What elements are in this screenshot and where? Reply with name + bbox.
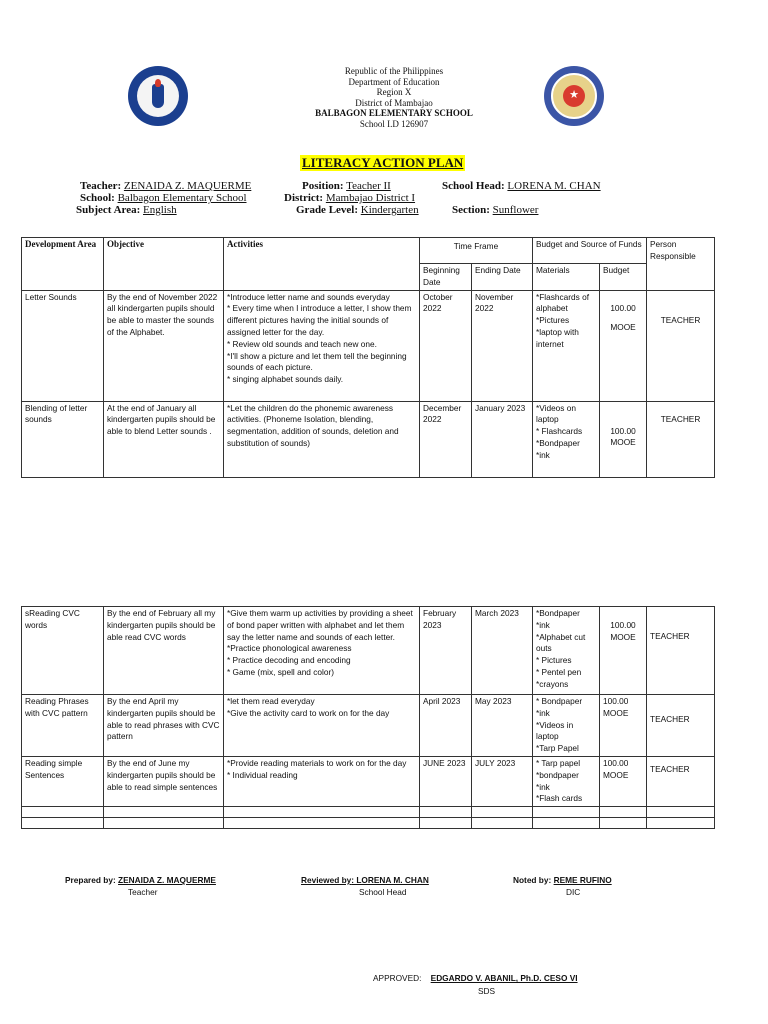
approved-name: EDGARDO V. ABANIL, Ph.D. CESO VI bbox=[430, 973, 578, 983]
cell-area: Blending of letter sounds bbox=[22, 401, 104, 477]
section-label: Section: bbox=[452, 204, 490, 216]
cell-begin: April 2023 bbox=[420, 695, 472, 757]
cell-end: January 2023 bbox=[472, 401, 533, 477]
approved-role: SDS bbox=[478, 986, 496, 996]
cell-person: TEACHER bbox=[647, 695, 715, 757]
letterhead-line: District of Mambajao bbox=[355, 97, 433, 108]
cell-person: TEACHER bbox=[647, 401, 715, 477]
section-field bbox=[452, 204, 538, 216]
grade-field bbox=[296, 204, 419, 216]
prepared-role: Teacher bbox=[128, 887, 158, 897]
cell-activities bbox=[224, 290, 420, 401]
cell-end: May 2023 bbox=[472, 695, 533, 757]
letterhead-line: Republic of the Philippines bbox=[344, 66, 444, 76]
cell-end: JULY 2023 bbox=[472, 756, 533, 806]
action-plan-table-continued bbox=[21, 606, 715, 829]
header-ending-date: Ending Date bbox=[472, 264, 533, 291]
budget-amount: 100.00 bbox=[610, 302, 636, 313]
position-field bbox=[302, 180, 391, 192]
cell-objective: By the end of February all my kindergarten pupils should be able read CVC words bbox=[104, 607, 224, 695]
material-line: *ink bbox=[536, 781, 550, 792]
material-line: *Videos on laptop bbox=[536, 402, 576, 425]
cell-objective: At the end of January all kindergarten pupils should be able to blend Letter sounds . bbox=[104, 401, 224, 477]
cell-activities bbox=[224, 695, 420, 757]
header-materials: Materials bbox=[533, 264, 600, 291]
letterhead-line: BALBAGON ELEMENTARY SCHOOL bbox=[315, 108, 473, 118]
position-label: Position: bbox=[302, 180, 344, 192]
budget-amount: 100.00 bbox=[603, 696, 629, 706]
cell-materials bbox=[533, 401, 600, 477]
cell-area: sReading CVC words bbox=[22, 607, 104, 695]
school-head-label: School Head: bbox=[442, 180, 505, 192]
reviewed-name: : LORENA M. CHAN bbox=[351, 875, 429, 885]
budget-amount: 100.00 bbox=[610, 425, 636, 436]
header-person-responsible: Person Responsible bbox=[647, 238, 715, 291]
table-row bbox=[22, 290, 715, 401]
noted-name: REME RUFINO bbox=[553, 875, 612, 885]
cell-budget bbox=[600, 290, 647, 401]
activity-line: *Let the children do the phonemic awareness activities. (Phoneme Isolation, blending, segmentation, addition of sounds, deletion and substitution of sounds) bbox=[227, 402, 399, 448]
material-line: *crayons bbox=[536, 678, 569, 689]
material-line: *Flashcards of alphabet bbox=[536, 291, 590, 314]
table-row bbox=[22, 695, 715, 757]
activity-line: *Give them warm up activities by providing a sheet of bond paper written with alphabet and let them say the letter name and sounds of each letter. bbox=[227, 608, 413, 642]
material-line: *Videos in laptop bbox=[536, 719, 574, 742]
activity-line: * Individual reading bbox=[227, 769, 298, 780]
cell-activities bbox=[224, 756, 420, 806]
material-line: *Pictures bbox=[536, 315, 570, 326]
budget-amount: 100.00 bbox=[610, 620, 636, 630]
activity-line: *I'll show a picture and let them tell the beginning sounds of each picture. bbox=[227, 350, 407, 373]
activity-line: *Give the activity card to work on for the day bbox=[227, 707, 390, 718]
letterhead bbox=[0, 66, 768, 129]
noted-role: DIC bbox=[566, 887, 581, 897]
document-title: LITERACY ACTION PLAN bbox=[302, 155, 464, 170]
reviewed-by bbox=[301, 875, 429, 885]
header-activities: Activities bbox=[224, 238, 420, 291]
activity-line: *let them read everyday bbox=[227, 696, 315, 706]
teacher-label: Teacher bbox=[80, 180, 118, 192]
cell-area: Letter Sounds bbox=[22, 290, 104, 401]
budget-source: MOOE bbox=[610, 437, 636, 448]
material-line: *Alphabet cut outs bbox=[536, 631, 586, 654]
activity-line: *Introduce letter name and sounds everyday bbox=[227, 291, 390, 302]
approved-label: APPROVED: bbox=[373, 973, 422, 983]
cell-person: TEACHER bbox=[647, 607, 715, 695]
material-line: * Bondpaper bbox=[536, 696, 583, 706]
letterhead-line: Region X bbox=[376, 87, 412, 97]
table-row bbox=[22, 756, 715, 806]
table-row-empty bbox=[22, 807, 715, 818]
activity-line: *Practice phonological awareness bbox=[227, 643, 352, 654]
approved-by bbox=[373, 973, 578, 983]
budget-source: MOOE bbox=[610, 322, 636, 333]
cell-objective: By the end of June my kindergarten pupils should be able to read simple sentences bbox=[104, 756, 224, 806]
school-head-value: LORENA M. CHAN bbox=[507, 180, 601, 192]
cell-materials bbox=[533, 290, 600, 401]
cell-end: March 2023 bbox=[472, 607, 533, 695]
material-line: *Flash cards bbox=[536, 793, 583, 804]
header-objective: Objective bbox=[104, 238, 224, 291]
material-line: *ink bbox=[536, 707, 550, 718]
material-line: *Bondpaper bbox=[536, 437, 580, 448]
cell-materials bbox=[533, 695, 600, 757]
cell-budget bbox=[600, 695, 647, 757]
noted-label: Noted by: bbox=[513, 875, 552, 885]
table-row bbox=[22, 401, 715, 477]
cell-person: TEACHER bbox=[647, 290, 715, 401]
prepared-label: Prepared by: bbox=[65, 875, 116, 885]
school-seal-icon: ★ bbox=[544, 66, 604, 126]
cell-objective: By the end April my kindergarten pupils should be able to read phrases with CVC pattern bbox=[104, 695, 224, 757]
header-development-area: Development Area bbox=[22, 238, 104, 291]
cell-budget bbox=[600, 756, 647, 806]
school-label: School: bbox=[80, 192, 115, 204]
cell-materials bbox=[533, 607, 600, 695]
activity-line: * Review old sounds and teach new one. bbox=[227, 338, 377, 349]
action-plan-table bbox=[21, 237, 715, 478]
cell-materials bbox=[533, 756, 600, 806]
position-value: Teacher II bbox=[346, 180, 391, 192]
cell-activities bbox=[224, 607, 420, 695]
activity-line: * Every time when I introduce a letter, I show them different pictures having the initial sounds of assigned letter for the day. bbox=[227, 303, 412, 337]
grade-label: Grade Level: bbox=[296, 204, 359, 216]
material-line: *Bondpaper bbox=[536, 608, 580, 618]
activity-line: * singing alphabet sounds daily. bbox=[227, 374, 344, 385]
school-field bbox=[80, 192, 247, 204]
cell-objective: By the end of November 2022 all kindergarten pupils should be able to master the sounds of the Alphabet. bbox=[104, 290, 224, 401]
reviewed-role: School Head bbox=[359, 887, 407, 897]
table-row-empty bbox=[22, 818, 715, 829]
letterhead-line: Department of Education bbox=[348, 76, 440, 87]
cell-begin: JUNE 2023 bbox=[420, 756, 472, 806]
budget-source: MOOE bbox=[603, 769, 629, 780]
header-beginning-date: Beginning Date bbox=[420, 264, 472, 291]
subject-field bbox=[76, 204, 177, 216]
activity-line: * Practice decoding and encoding bbox=[227, 655, 351, 666]
cell-person: TEACHER bbox=[647, 756, 715, 806]
cell-begin: February 2023 bbox=[420, 607, 472, 695]
prepared-name: ZENAIDA Z. MAQUERME bbox=[118, 875, 216, 885]
section-value: Sunflower bbox=[492, 204, 539, 216]
prepared-by bbox=[65, 875, 216, 885]
material-line: *ink bbox=[536, 619, 550, 630]
reviewed-label: Reviewed by bbox=[301, 875, 352, 885]
letterhead-line: School I.D 126907 bbox=[359, 118, 429, 129]
activity-line: *Provide reading materials to work on for the day bbox=[227, 757, 407, 768]
teacher-field: Teacher: ZENAIDA Z. MAQUERME bbox=[80, 180, 252, 192]
cell-begin: October 2022 bbox=[420, 290, 472, 401]
material-line: *ink bbox=[536, 449, 550, 460]
budget-source: MOOE bbox=[610, 631, 636, 642]
material-line: * Pentel pen bbox=[536, 666, 582, 677]
header-budget-source: Budget and Source of Funds bbox=[533, 238, 647, 264]
material-line: * Flashcards bbox=[536, 426, 583, 437]
school-head-field bbox=[442, 180, 601, 192]
budget-source: MOOE bbox=[603, 707, 629, 718]
noted-by bbox=[513, 875, 612, 885]
school-value: Balbagon Elementary School bbox=[117, 192, 247, 204]
header-time-frame: Time Frame bbox=[420, 238, 533, 264]
cell-end: November 2022 bbox=[472, 290, 533, 401]
district-value: Mambajao District I bbox=[325, 192, 416, 204]
activity-line: * Game (mix, spell and color) bbox=[227, 666, 334, 677]
subject-value: English bbox=[143, 204, 177, 216]
material-line: *bondpaper bbox=[536, 769, 579, 780]
cell-area: Reading Phrases with CVC pattern bbox=[22, 695, 104, 757]
cell-budget bbox=[600, 607, 647, 695]
district-label: District: bbox=[284, 192, 324, 204]
material-line: *Tarp Papel bbox=[536, 743, 579, 754]
cell-begin: December 2022 bbox=[420, 401, 472, 477]
table-row bbox=[22, 607, 715, 695]
material-line: * Tarp papel bbox=[536, 757, 581, 768]
grade-value: Kindergarten bbox=[360, 204, 419, 216]
cell-activities bbox=[224, 401, 420, 477]
cell-budget bbox=[600, 401, 647, 477]
district-field bbox=[284, 192, 415, 204]
material-line: * Pictures bbox=[536, 655, 572, 666]
material-line: *laptop with internet bbox=[536, 326, 579, 349]
subject-label: Subject Area: bbox=[76, 204, 141, 216]
teacher-value: ZENAIDA Z. MAQUERME bbox=[123, 180, 252, 192]
header-budget: Budget bbox=[600, 264, 647, 291]
budget-amount: 100.00 bbox=[603, 757, 629, 768]
cell-area: Reading simple Sentences bbox=[22, 756, 104, 806]
